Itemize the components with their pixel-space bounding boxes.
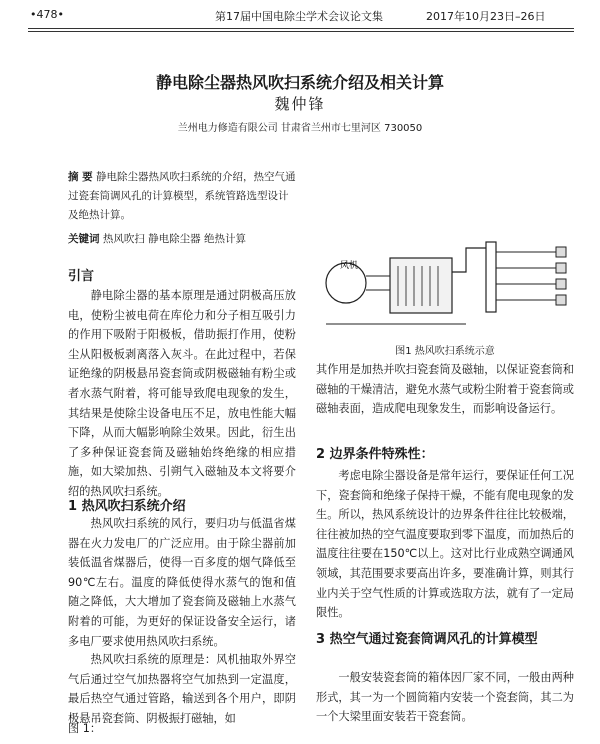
abstract-label: 摘 要	[68, 171, 93, 183]
section-1-text-a: 热风吹扫系统的风行，要归功与低温省煤器在火力发电厂的广泛应用。由于除尘器前加装低温省煤器后，使得一百多度的烟气降低至90℃左右。温度的降低使得水蒸气的饱和值随之降低，大大增加了瓷套筒及磁轴上水蒸气附着的可能，为更好的保证设备安全运行，诸多电厂要求使用热风吹扫系统。	[68, 517, 296, 648]
header-rule	[28, 28, 574, 29]
figure-caption: 图1 热风吹扫系统示意	[395, 346, 495, 357]
author-affiliation: 兰州电力修造有限公司 甘肃省兰州市七里河区 730050	[177, 123, 423, 134]
abstract	[68, 168, 298, 225]
air-heater-box	[390, 258, 452, 313]
paper-title: 静电除尘器热风吹扫系统介绍及相关计算	[155, 73, 444, 92]
section-1-paragraph-a	[68, 514, 296, 651]
keywords-text: 热风吹扫 静电除尘器 绝热计算	[102, 233, 247, 245]
insulator-user	[556, 279, 566, 289]
intro-paragraph	[68, 286, 296, 502]
figure-reference: 图 1：	[68, 722, 102, 735]
section-1-text-b: 热风吹扫系统的原理是：风机抽取外界空气后通过空气加热器将空气加热到一定温度，最后热空气通过管路，输送到各个用户，即阴极悬吊瓷套筒、阴极振打磁轴，如	[68, 653, 296, 725]
conference-date: 2017年10月23日–26日	[426, 10, 546, 23]
page-number: •478•	[30, 8, 64, 21]
header-rule-2	[28, 31, 574, 32]
intro-text: 静电除尘器的基本原理是通过阴极高压放电，使粉尘被电荷在库伦力和分子相互吸引力的作用下吸附于阳极板，借助振打作用，使粉尘从阳极板剥离落入灰斗。在此过程中，若保证绝缘的阴极悬吊瓷套筒或阴极磁轴有粉尘或者水蒸气附着，将可能导致爬电现象的发生，其结果是使除尘设备电压不足，放电性能大幅下降，从而大幅影响除尘效果。因此，衍生出了多种保证瓷套筒及磁轴始终绝缘的相应措施，如大梁加热、引朔气入磁轴及本文将要介绍的热风吹扫系统。	[68, 289, 296, 498]
author-name: 魏仲锋	[274, 95, 326, 113]
outlet-pipe	[452, 248, 486, 272]
intro-heading: 引言	[68, 269, 95, 284]
section-2-heading: 2 边界条件特殊性：	[316, 447, 434, 462]
distribution-header	[486, 242, 496, 312]
section-1-heading: 1 热风吹扫系统介绍	[68, 499, 186, 514]
section-2-paragraph	[316, 466, 574, 623]
insulator-user	[556, 247, 566, 257]
section-2-text: 考虑电除尘器设备是常年运行，要保证任何工况下，瓷套筒和绝缘子保持干燥，不能有爬电现象的发生。所以，热风系统设计的边界条件往往比较极端，往往被加热的空气温度要取到零下温度，而加热后的温度往往要在150℃以上。这对比行业成熟空调通风领域，其范围要求要高出许多，要准确计算，则其行业内关于空气性质的计算或选取方法，就有了一定局限性。	[316, 469, 574, 620]
keywords	[68, 230, 298, 249]
right-top-paragraph: 其作用是加热并吹扫瓷套筒及磁轴，以保证瓷套筒和磁轴的干燥清洁，避免水蒸气或粉尘附着于瓷套筒或磁轴表面，造成爬电现象发生，而影响设备运行。	[316, 363, 574, 416]
section-3-text: 一般安装瓷套筒的箱体因厂家不同，一般由两种形式，其一为一个圆筒箱内安装一个瓷套筒，其二为一个大梁里面安装若干瓷套筒。	[316, 671, 574, 724]
fan-label: 风机	[340, 261, 359, 271]
insulator-user	[556, 295, 566, 305]
section-3-heading: 3 热空气通过瓷套筒调风孔的计算模型	[316, 632, 538, 647]
conference-title: 第17届中国电除尘学术会议论文集	[215, 10, 383, 23]
insulator-user	[556, 263, 566, 273]
section-1-paragraph-b	[68, 650, 296, 728]
system-diagram	[316, 228, 574, 338]
section-3-paragraph	[316, 668, 574, 727]
abstract-text: 静电除尘器热风吹扫系统的介绍，热空气通过瓷套筒调风孔的计算模型，系统管路选型设计及绝热计算。	[68, 171, 296, 221]
keywords-label: 关键词	[68, 233, 100, 245]
